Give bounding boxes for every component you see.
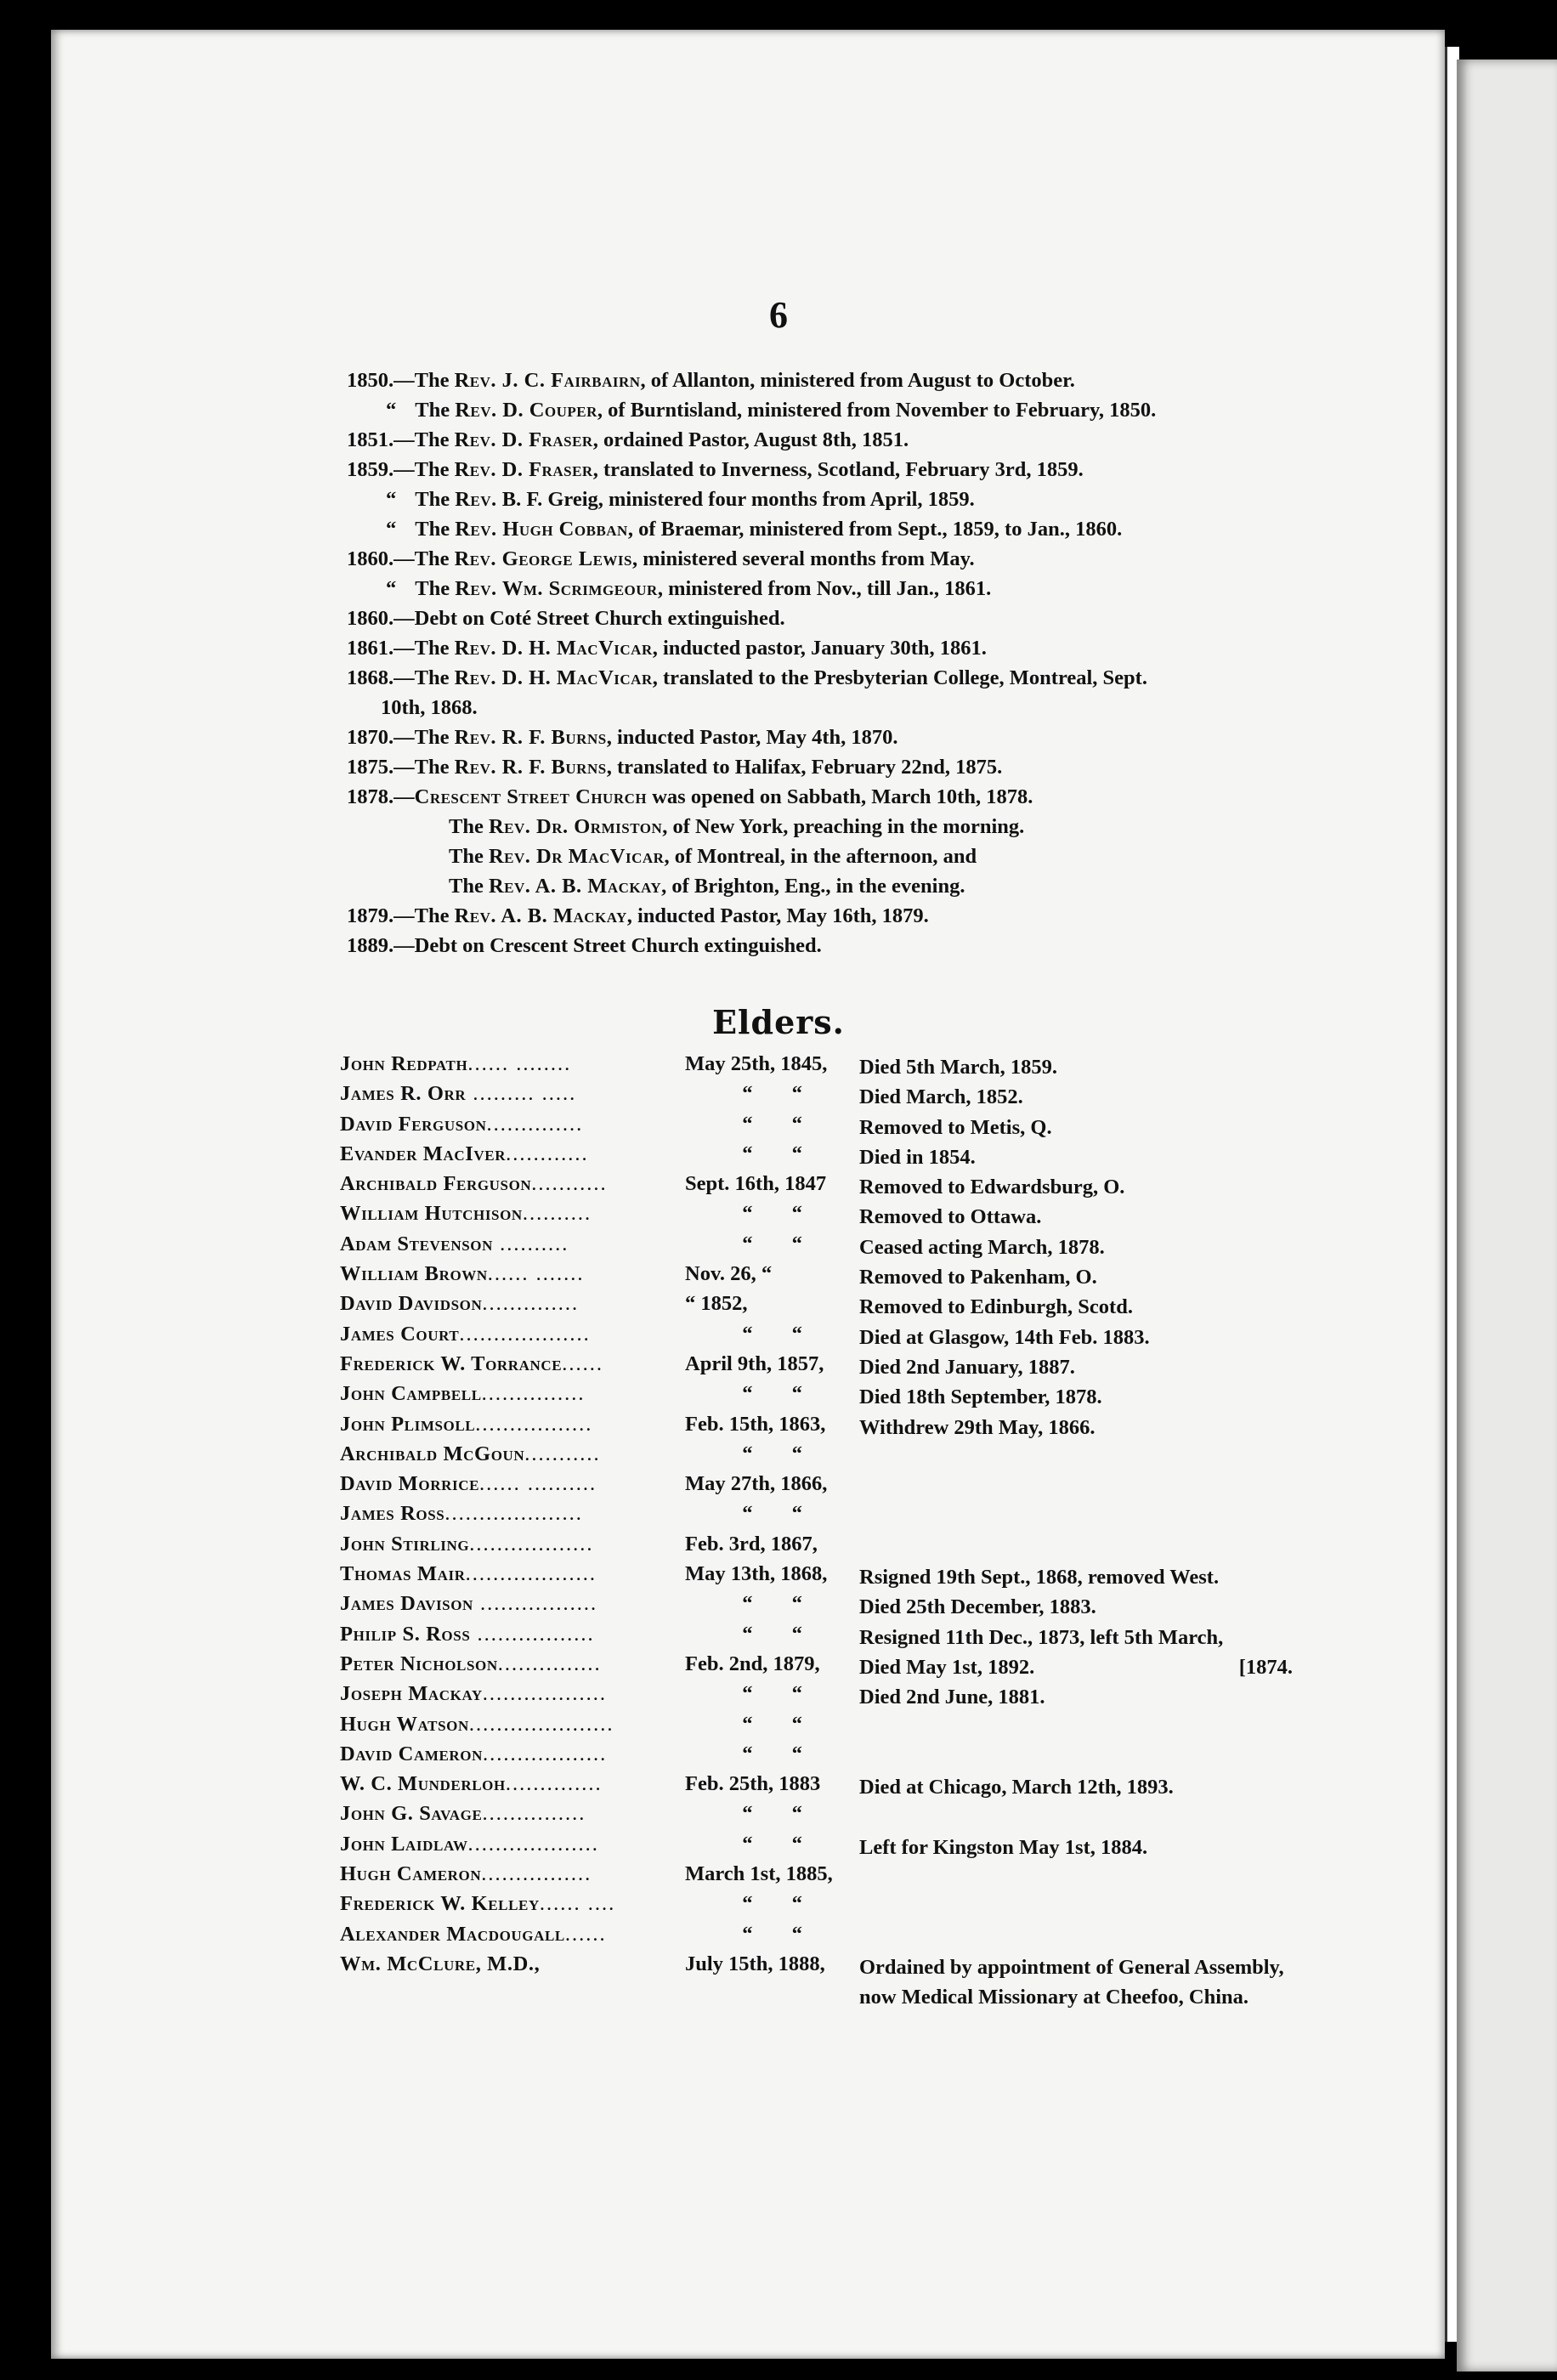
elder-note xyxy=(859,1172,1293,1202)
elder-note xyxy=(859,1082,1293,1112)
history-text: The xyxy=(414,637,455,660)
history-text: The xyxy=(449,815,489,838)
history-rest: , inducted pastor, January 30th, 1861. xyxy=(652,637,987,660)
elder-name: John G. Savage xyxy=(340,1802,483,1826)
history-name: Rev. A. B. Mackay xyxy=(488,875,662,898)
elder-note-text: Died 25th December, 1883. xyxy=(859,1595,1096,1619)
elder-name: John Stirling xyxy=(340,1532,470,1556)
elder-row xyxy=(340,1862,1300,1892)
elder-name: John Laidlaw xyxy=(340,1832,468,1856)
elder-date: “ 1852, xyxy=(685,1292,748,1316)
history-entry xyxy=(347,604,1290,633)
elder-date: Nov. 26, “ xyxy=(685,1262,773,1286)
leader-dots: ................. xyxy=(470,1622,595,1646)
history-entry xyxy=(347,514,1290,544)
history-name: Rev. Dr. Ormiston xyxy=(488,815,663,838)
leader-dots: .................. xyxy=(469,1532,594,1556)
elder-name: David Morrice xyxy=(340,1472,480,1496)
history-name: Rev. R. F. Burns xyxy=(454,726,607,749)
elder-row xyxy=(340,1202,1300,1232)
elder-name: Frederick W. Torrance xyxy=(340,1352,563,1375)
elder-date: “ “ xyxy=(742,1712,802,1736)
history-year: 1875.— xyxy=(347,756,415,779)
elder-name-cell xyxy=(340,1413,592,1436)
history-entry xyxy=(347,722,1290,752)
elder-date: “ “ xyxy=(742,1592,802,1616)
elder-name: William Hutchison xyxy=(340,1202,523,1226)
elder-name-cell xyxy=(340,1892,615,1916)
elder-row xyxy=(340,1592,1300,1622)
elder-date: “ “ xyxy=(742,1682,802,1706)
elder-row xyxy=(340,1172,1300,1202)
elder-note-text: Removed to Metis, Q. xyxy=(859,1115,1052,1139)
history-rest: , of New York, preaching in the morning. xyxy=(662,815,1025,838)
history-name: Rev. Hugh Cobban xyxy=(455,518,628,541)
elder-name-cell xyxy=(340,1952,540,1976)
elder-note-text: Rsigned 19th Sept., 1868, removed West. xyxy=(859,1566,1220,1590)
elder-note xyxy=(859,1413,1293,1442)
history-text: The xyxy=(415,488,456,511)
elder-name-cell xyxy=(340,1923,607,1946)
elder-name: John Redpath xyxy=(340,1052,468,1075)
elder-row xyxy=(340,1262,1300,1292)
elder-note xyxy=(859,1292,1293,1322)
elder-note-text: Died at Chicago, March 12th, 1893. xyxy=(859,1776,1174,1799)
elder-note xyxy=(859,1833,1293,1862)
elder-name: David Davidson xyxy=(340,1292,483,1316)
elder-row xyxy=(340,1113,1300,1142)
elder-name: Hugh Watson xyxy=(340,1712,469,1736)
elder-date: “ “ xyxy=(742,1082,802,1106)
history-text: The xyxy=(414,726,455,749)
page-number: 6 xyxy=(769,294,788,336)
elder-row xyxy=(340,1142,1300,1172)
leader-dots: ...... .......... xyxy=(479,1472,597,1496)
history-name: Rev. George Lewis xyxy=(454,547,632,570)
elder-date: “ “ xyxy=(742,1382,802,1406)
elder-name: John Campbell xyxy=(340,1382,482,1406)
history-text: The xyxy=(414,369,455,392)
elder-row xyxy=(340,1562,1300,1592)
history-year: 1850.— xyxy=(347,369,415,392)
history-entry xyxy=(347,484,1290,514)
leader-dots: ............... xyxy=(481,1382,586,1406)
elder-date: “ “ xyxy=(742,1502,802,1526)
leader-dots: ................... xyxy=(459,1322,591,1346)
elder-date: May 25th, 1845, xyxy=(685,1052,828,1075)
leader-dots: ................... xyxy=(465,1562,597,1586)
history-entry xyxy=(347,693,1290,722)
history-year: “ xyxy=(386,488,397,511)
elder-name: Adam Stevenson xyxy=(340,1232,493,1255)
elder-name-cell xyxy=(340,1202,592,1226)
elder-name-cell xyxy=(340,1862,592,1886)
elder-date: Feb. 2nd, 1879, xyxy=(685,1652,820,1675)
elder-name: Joseph Mackay xyxy=(340,1682,483,1706)
history-rest: , of Allanton, ministered from August to October. xyxy=(640,369,1075,392)
history-year: 1861.— xyxy=(347,637,415,660)
elder-date: Feb. 15th, 1863, xyxy=(685,1412,826,1436)
elder-note-text: Ceased acting March, 1878. xyxy=(859,1235,1105,1259)
elder-name-cell xyxy=(340,1052,571,1076)
history-rest: , of Burntisland, ministered from November to February, 1850. xyxy=(597,399,1157,422)
history-text: The xyxy=(414,666,455,689)
leader-dots: ................. xyxy=(473,1592,598,1616)
history-name: Rev. xyxy=(455,488,497,511)
elder-date: July 15th, 1888, xyxy=(685,1952,825,1975)
elder-name-cell xyxy=(340,1262,585,1286)
elder-row xyxy=(340,1232,1300,1262)
history-name: Rev. Wm. Scrimgeour xyxy=(455,577,658,600)
leader-dots: ..................... xyxy=(468,1712,614,1736)
history-year: 1859.— xyxy=(347,458,415,481)
history-name: Rev. J. C. Fairbairn xyxy=(454,369,641,392)
leader-dots: .............. xyxy=(486,1112,584,1136)
leader-dots: .............. xyxy=(482,1292,580,1316)
history-rest: , of Brighton, Eng., in the evening. xyxy=(661,875,965,898)
elder-name-cell xyxy=(340,1472,597,1496)
elder-note xyxy=(859,1652,1293,1682)
leader-dots: .................. xyxy=(482,1682,607,1706)
elder-row xyxy=(340,1052,1300,1082)
elder-name: Archibald Ferguson xyxy=(340,1172,532,1196)
elder-note xyxy=(859,1592,1293,1622)
elder-name: Wm. McClure, M.D., xyxy=(340,1952,541,1975)
elder-row xyxy=(340,1413,1300,1442)
history-entry xyxy=(347,842,1290,871)
elder-name-cell xyxy=(340,1232,569,1256)
history-text: The xyxy=(414,904,455,927)
elder-note xyxy=(859,1323,1293,1352)
elder-row xyxy=(340,1623,1300,1652)
elder-name: Archibald McGoun xyxy=(340,1442,525,1465)
history-year: 1860.— xyxy=(347,607,415,630)
elder-note xyxy=(859,1682,1293,1712)
elder-row xyxy=(340,1082,1300,1112)
adjacent-page xyxy=(1457,60,1557,2372)
elder-row xyxy=(340,1923,1300,1952)
elder-note-text: Removed to Edinburgh, Scotd. xyxy=(859,1295,1133,1319)
elder-note-text: Removed to Edwardsburg, O. xyxy=(859,1176,1125,1199)
elder-note xyxy=(859,1382,1293,1412)
history-entry xyxy=(347,455,1290,484)
elder-date: April 9th, 1857, xyxy=(685,1352,824,1375)
history-entry xyxy=(347,752,1290,782)
elder-note xyxy=(859,1352,1293,1382)
leader-dots: ...... xyxy=(564,1922,607,1946)
elder-row xyxy=(340,1652,1300,1682)
elder-row xyxy=(340,1442,1300,1472)
history-year: 1889.— xyxy=(347,934,415,957)
leader-dots: .......... xyxy=(492,1232,569,1255)
history-text: The xyxy=(414,428,455,451)
history-name: Rev. A. B. Mackay xyxy=(454,904,627,927)
elder-note xyxy=(859,1142,1293,1172)
history-rest: , translated to Halifax, February 22nd, 1875. xyxy=(606,756,1003,779)
history-text: The xyxy=(449,845,489,868)
leader-dots: ...... xyxy=(562,1352,603,1375)
elder-date: “ “ xyxy=(742,1442,802,1465)
elder-name-cell xyxy=(340,1623,595,1646)
elder-name: W. C. Munderloh xyxy=(340,1772,506,1796)
history-year: 1860.— xyxy=(347,547,415,570)
elder-note xyxy=(859,1262,1293,1292)
elder-name-cell xyxy=(340,1682,607,1706)
history-text: The xyxy=(414,756,455,779)
elder-name-cell xyxy=(340,1382,586,1406)
elder-note-continuation: [1874. xyxy=(1238,1655,1293,1679)
history-rest: , ministered several months from May. xyxy=(632,547,975,570)
elder-name: James Davison xyxy=(340,1592,473,1616)
elder-name-cell xyxy=(340,1082,576,1106)
leader-dots: .................. xyxy=(483,1742,608,1765)
history-name: Rev. D. Fraser xyxy=(454,458,593,481)
elder-name-cell xyxy=(340,1113,583,1136)
elder-row xyxy=(340,1352,1300,1382)
elder-date: “ “ xyxy=(742,1802,802,1826)
history-entry xyxy=(347,901,1290,931)
history-text: Debt on Coté Street Church extinguished. xyxy=(414,607,785,630)
history-rest: , ordained Pastor, August 8th, 1851. xyxy=(592,428,909,451)
elder-date: “ “ xyxy=(742,1832,802,1856)
history-rest: , inducted Pastor, May 16th, 1879. xyxy=(626,904,929,927)
elder-date: “ “ xyxy=(742,1622,802,1646)
leader-dots: ...... ........ xyxy=(467,1052,572,1075)
history-year: 1879.— xyxy=(347,904,415,927)
elder-row xyxy=(340,1892,1300,1922)
elder-name-cell xyxy=(340,1502,583,1526)
elder-note xyxy=(859,1772,1293,1802)
elder-name: David Cameron xyxy=(340,1742,484,1765)
leader-dots: ............... xyxy=(497,1652,602,1675)
elder-name: Hugh Cameron xyxy=(340,1862,482,1886)
history-text: The xyxy=(414,458,455,481)
elder-name-cell xyxy=(340,1323,591,1346)
elder-name-cell xyxy=(340,1592,597,1616)
history-name: Rev. D. H. MacVicar xyxy=(454,666,653,689)
elder-name: William Brown xyxy=(340,1262,488,1286)
leader-dots: ...... .... xyxy=(539,1892,616,1916)
leader-dots: ................. xyxy=(475,1412,593,1436)
leader-dots: ........... xyxy=(524,1442,601,1465)
history-name: Rev. D. H. MacVicar xyxy=(454,637,653,660)
elders-heading: Elders. xyxy=(712,1003,845,1041)
leader-dots: ................... xyxy=(467,1832,599,1856)
elder-date: “ “ xyxy=(742,1892,802,1916)
history-year: 1868.— xyxy=(347,666,415,689)
history-entry xyxy=(347,395,1290,425)
history-entry xyxy=(347,366,1290,395)
history-entry xyxy=(347,871,1290,901)
leader-dots: ........... xyxy=(531,1172,608,1196)
history-year: “ xyxy=(386,518,397,541)
elder-name: James R. Orr xyxy=(340,1082,467,1106)
elder-date: “ “ xyxy=(742,1742,802,1765)
elder-date: Feb. 25th, 1883 xyxy=(685,1772,821,1796)
elder-row xyxy=(340,1772,1300,1802)
elder-name: Thomas Mair xyxy=(340,1562,466,1586)
elder-note xyxy=(859,1952,1293,2012)
elder-note-text: Died at Glasgow, 14th Feb. 1883. xyxy=(859,1325,1150,1349)
history-entry xyxy=(347,782,1290,812)
elder-date: Feb. 3rd, 1867, xyxy=(685,1532,818,1556)
elder-name-cell xyxy=(340,1142,589,1166)
elder-date: “ “ xyxy=(742,1202,802,1226)
history-rest: , of Braemar, ministered from Sept., 1859, to Jan., 1860. xyxy=(627,518,1123,541)
history-text: The xyxy=(414,547,455,570)
elder-row xyxy=(340,1802,1300,1832)
elder-name-cell xyxy=(340,1562,597,1586)
history-entry xyxy=(347,544,1290,574)
leader-dots: ......... ..... xyxy=(466,1082,577,1106)
elder-name-cell xyxy=(340,1172,608,1196)
history-text: The xyxy=(415,577,456,600)
elder-date: “ “ xyxy=(742,1142,802,1165)
elder-note-text: Died in 1854. xyxy=(859,1145,976,1169)
history-name: Rev. R. F. Burns xyxy=(454,756,607,779)
elder-name: David Ferguson xyxy=(340,1112,487,1136)
history-text: 10th, 1868. xyxy=(381,696,478,719)
elder-name: Peter Nicholson xyxy=(340,1652,498,1675)
elder-row xyxy=(340,1713,1300,1742)
elder-note-text: Died 2nd June, 1881. xyxy=(859,1686,1045,1709)
elder-row xyxy=(340,1533,1300,1562)
history-rest: , ministered from Nov., till Jan., 1861. xyxy=(657,577,992,600)
history-year: “ xyxy=(386,399,397,422)
elder-note-text: Died 2nd January, 1887. xyxy=(859,1355,1075,1379)
history-rest: B. F. Greig, ministered four months from April, 1859. xyxy=(496,488,975,511)
history-entry xyxy=(347,812,1290,842)
history-name: Rev. D. Couper xyxy=(455,399,597,422)
elder-name: Evander MacIver xyxy=(340,1142,507,1165)
history-entry xyxy=(347,574,1290,604)
elder-name: Alexander Macdougall xyxy=(340,1922,565,1946)
elder-name: John Plimsoll xyxy=(340,1412,476,1436)
leader-dots: ................ xyxy=(481,1862,592,1886)
elder-name: James Court xyxy=(340,1322,460,1346)
elder-row xyxy=(340,1382,1300,1412)
history-text: The xyxy=(449,875,489,898)
elder-date: “ “ xyxy=(742,1232,802,1255)
elder-name: Philip S. Ross xyxy=(340,1622,471,1646)
history-name: Crescent Street Church xyxy=(414,785,648,808)
elder-name-cell xyxy=(340,1713,614,1737)
elder-note xyxy=(859,1562,1293,1592)
leader-dots: .................... xyxy=(444,1502,583,1526)
elder-name-cell xyxy=(340,1833,599,1856)
elder-note xyxy=(859,1113,1293,1142)
elder-row xyxy=(340,1323,1300,1352)
elder-name-cell xyxy=(340,1292,579,1316)
elder-name-cell xyxy=(340,1352,603,1376)
elder-note xyxy=(859,1232,1293,1262)
elder-row xyxy=(340,1833,1300,1862)
elder-note-text: Resigned 11th Dec., 1873, left 5th March, xyxy=(859,1625,1224,1649)
history-entry xyxy=(347,633,1290,663)
elder-name: James Ross xyxy=(340,1502,445,1526)
history-text: The xyxy=(415,518,456,541)
elder-date: “ “ xyxy=(742,1922,802,1946)
elders-table xyxy=(340,1052,1300,2043)
elder-date: May 13th, 1868, xyxy=(685,1562,828,1586)
history-year: “ xyxy=(386,577,397,600)
history-name: Rev. Dr MacVicar xyxy=(488,845,665,868)
history-list xyxy=(347,366,1290,960)
elder-note xyxy=(859,1623,1293,1652)
elder-date: Sept. 16th, 1847 xyxy=(685,1172,827,1196)
history-entry xyxy=(347,931,1290,960)
elder-row xyxy=(340,1292,1300,1322)
leader-dots: ............... xyxy=(482,1802,586,1826)
history-rest: , of Montreal, in the afternoon, and xyxy=(664,845,977,868)
history-name: Rev. D. Fraser xyxy=(454,428,593,451)
history-rest: was opened on Sabbath, March 10th, 1878. xyxy=(647,785,1033,808)
elder-name: Frederick W. Kelley xyxy=(340,1892,540,1916)
elder-row xyxy=(340,1472,1300,1502)
leader-dots: ...... ....... xyxy=(487,1262,585,1286)
elder-note-text: Left for Kingston May 1st, 1884. xyxy=(859,1835,1148,1859)
elder-name-cell xyxy=(340,1442,601,1466)
elder-note-text: Died 18th September, 1878. xyxy=(859,1386,1102,1409)
history-year: 1878.— xyxy=(347,785,415,808)
elder-date: March 1st, 1885, xyxy=(685,1862,833,1886)
elder-note-text: Removed to Pakenham, O. xyxy=(859,1266,1097,1289)
elder-name-cell xyxy=(340,1802,586,1826)
history-entry xyxy=(347,425,1290,455)
leader-dots: .......... xyxy=(522,1202,592,1226)
leader-dots: ............ xyxy=(506,1142,589,1165)
elder-name-cell xyxy=(340,1772,603,1796)
elder-note xyxy=(859,1052,1293,1082)
elder-date: “ “ xyxy=(742,1112,802,1136)
elder-note xyxy=(859,1202,1293,1232)
elder-note-text: Withdrew 29th May, 1866. xyxy=(859,1415,1096,1439)
elder-date: May 27th, 1866, xyxy=(685,1472,828,1496)
history-text: Debt on Crescent Street Church extinguished. xyxy=(414,934,822,957)
history-entry xyxy=(347,663,1290,693)
elder-row xyxy=(340,1952,1300,2043)
elder-note-text: Died March, 1852. xyxy=(859,1085,1023,1109)
leader-dots: .............. xyxy=(505,1772,603,1796)
history-year: 1870.— xyxy=(347,726,415,749)
elder-row xyxy=(340,1502,1300,1532)
elder-name-cell xyxy=(340,1742,607,1766)
history-text: The xyxy=(415,399,456,422)
elder-note-text: Died 5th March, 1859. xyxy=(859,1056,1057,1079)
elder-name-cell xyxy=(340,1533,593,1556)
elder-note-text: Ordained by appointment of General Assembly, now Medical Missionary at Cheefoo, China. xyxy=(859,1955,1284,2009)
history-year: 1851.— xyxy=(347,428,415,451)
elder-note-text: Died May 1st, 1892. xyxy=(859,1655,1035,1679)
elder-row xyxy=(340,1682,1300,1712)
elder-row xyxy=(340,1742,1300,1772)
history-rest: , inducted Pastor, May 4th, 1870. xyxy=(606,726,898,749)
elder-date: “ “ xyxy=(742,1322,802,1346)
history-rest: , translated to Inverness, Scotland, February 3rd, 1859. xyxy=(592,458,1084,481)
history-rest: , translated to the Presbyterian College, Montreal, Sept. xyxy=(652,666,1147,689)
elder-name-cell xyxy=(340,1652,602,1676)
elder-note-text: Removed to Ottawa. xyxy=(859,1205,1042,1229)
